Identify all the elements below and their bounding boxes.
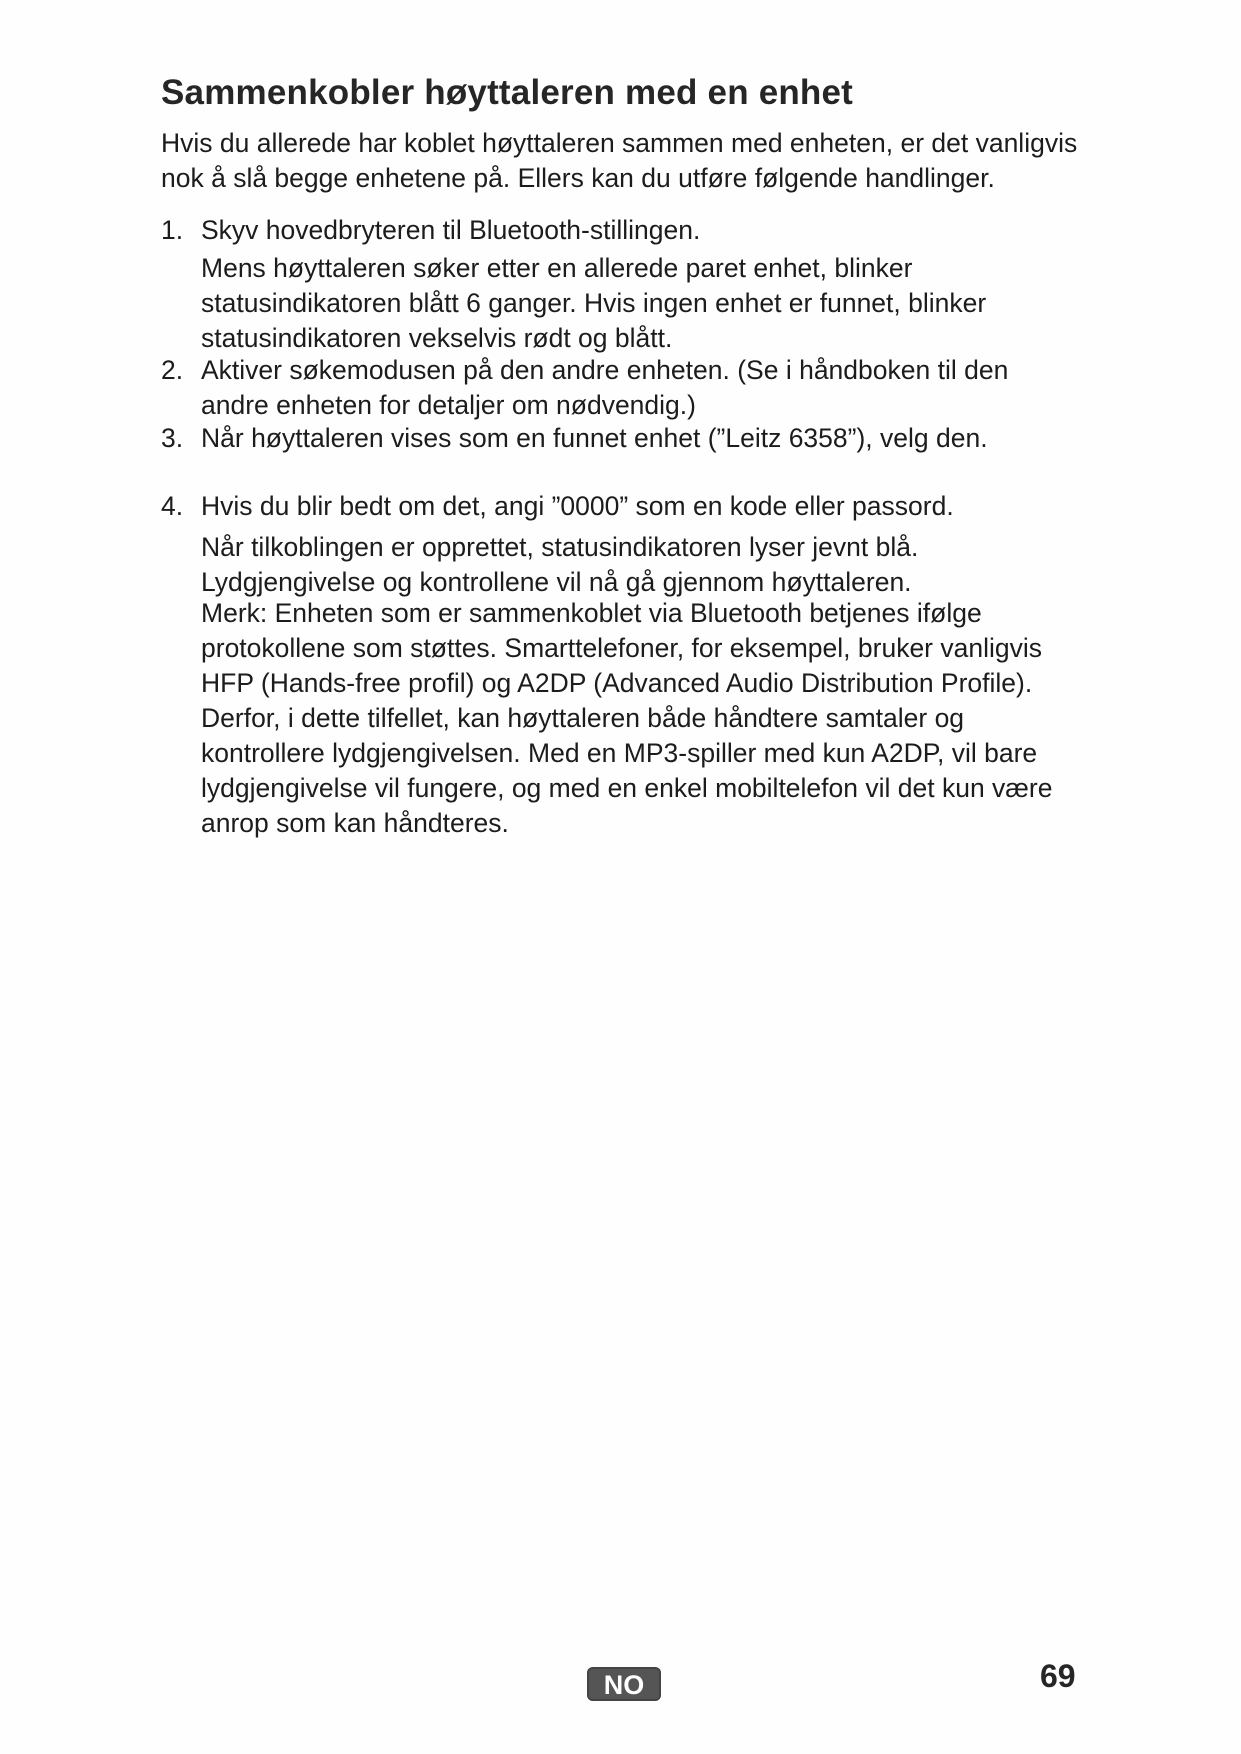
step-1-note: Mens høyttaleren søker etter en allerede paret enhet, blinker statusindikatoren blått 6 ganger. Hvis ingen enhet er funnet, blinker statusindikatoren vekselvis rødt og blått. bbox=[201, 253, 987, 353]
step-number: 2. bbox=[161, 355, 184, 385]
step-text: Skyv hovedbryteren til Bluetooth-stillingen. bbox=[201, 215, 701, 245]
step-4 bbox=[161, 489, 1081, 524]
page-number: 69 bbox=[1040, 1658, 1076, 1694]
step-number: 1. bbox=[161, 215, 184, 245]
step-text: Aktiver søkemodusen på den andre enheten. (Se i håndboken til den andre enheten for detaljer om nødvendig.) bbox=[201, 355, 1009, 420]
intro-paragraph: Hvis du allerede har koblet høyttaleren sammen med enheten, er det vanligvis nok å slå begge enhetene på. Ellers kan du utføre følgende handlinger. bbox=[161, 128, 1078, 193]
step-number: 4. bbox=[161, 491, 184, 521]
step-2 bbox=[161, 353, 1081, 423]
step-text: Hvis du blir bedt om det, angi ”0000” som en kode eller passord. bbox=[201, 491, 954, 521]
merk-note: Merk: Enheten som er sammenkoblet via Bluetooth betjenes ifølge protokollene som støttes. Smarttelefoner, for eksempel, bruker vanligvis HFP (Hands-free profil) og A2DP (Advanced Audio Distribution Profile). Derfor, i dette tilfellet, kan høyttaleren både håndtere samtaler og kontrollere lydgjengivelsen. Med en MP3-spiller med kun A2DP, vil bare lydgjengivelse vil fungere, og med en enkel mobiltelefon vil det kun være anrop som kan håndteres. bbox=[201, 598, 1053, 838]
step-1 bbox=[161, 213, 1081, 248]
language-badge: NO bbox=[587, 1667, 661, 1701]
step-3 bbox=[161, 421, 1081, 456]
step-4-note: Når tilkoblingen er opprettet, statusindikatoren lyser jevnt blå. Lydgjengivelse og kontrollene vil nå gå gjennom høyttaleren. bbox=[201, 532, 919, 597]
section-heading: Sammenkobler høyttaleren med en enhet bbox=[161, 73, 854, 112]
step-number: 3. bbox=[161, 423, 184, 453]
step-text: Når høyttaleren vises som en funnet enhet (”Leitz 6358”), velg den. bbox=[201, 423, 988, 453]
